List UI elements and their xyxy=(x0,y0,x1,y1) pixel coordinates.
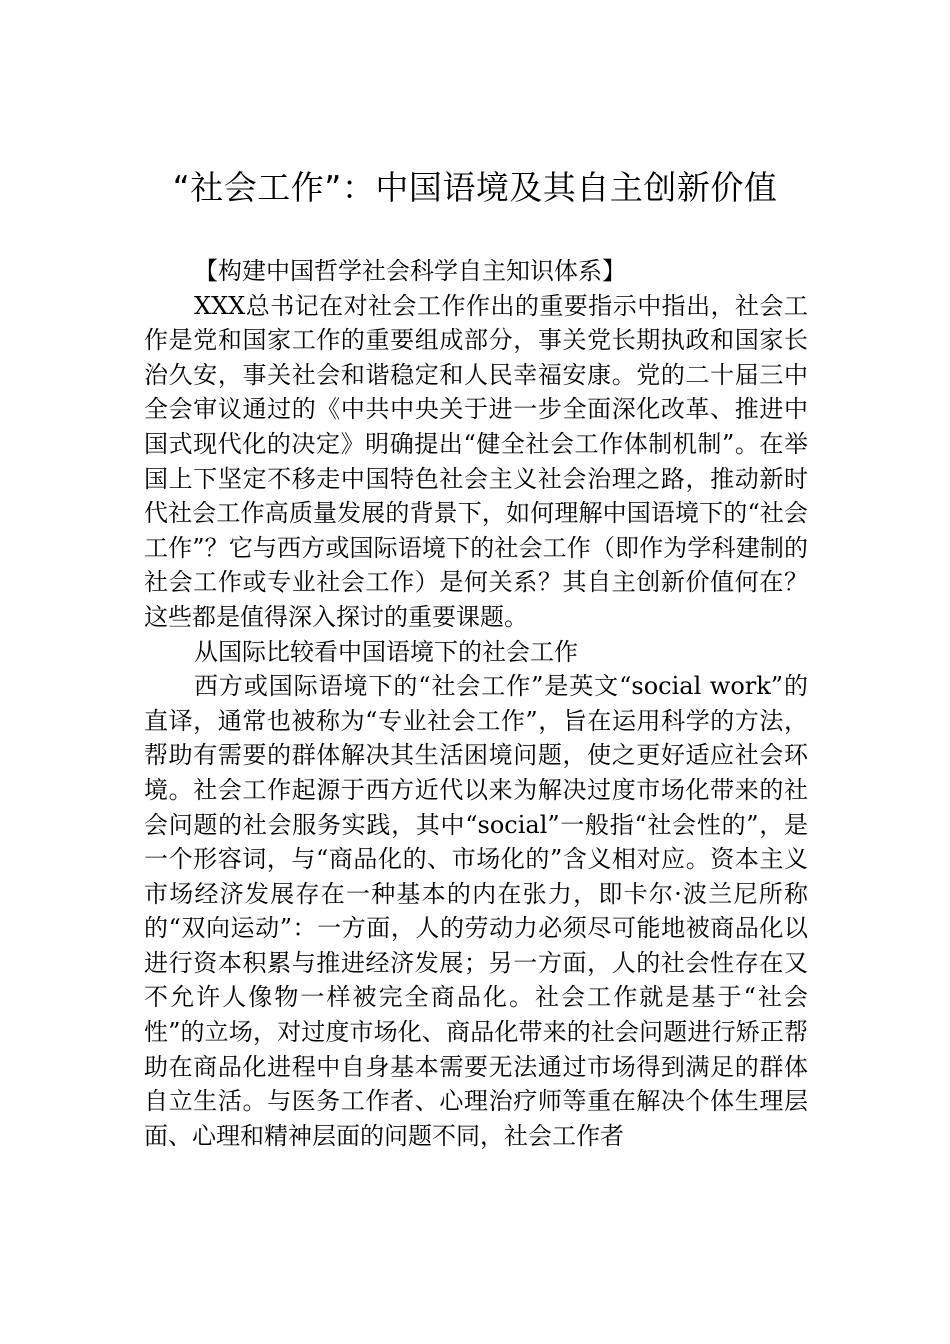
body-paragraph: 西方或国际语境下的“社会工作”是英文“social work”的直译，通常也被称为“专业社会工作”，旨在运用科学的方法，帮助有需要的群体解决其生活困境问题，使之更好适应社会环境。社会工作起源于西方近代以来为解决过度市场化带来的社会问题的社会服务实践，其中“social”一般指“社会性的”，是一个形容词，与“商品化的、市场化的”含义相对应。资本主义市场经济发展存在一种基本的内在张力，即卡尔·波兰尼所称的“双向运动”：一方面，人的劳动力必须尽可能地被商品化以进行资本积累与推进经济发展；另一方面，人的社会性存在又不允许人像物一样被完全商品化。社会工作就是基于“社会性”的立场，对过度市场化、商品化带来的社会问题进行矫正帮助在商品化进程中自身基本需要无法通过市场得到满足的群体自立生活。与医务工作者、心理治疗师等重在解决个体生理层面、心理和精神层面的问题不同，社会工作者 xyxy=(144,672,808,1150)
document-title: “社会工作”：中国语境及其自主创新价值 xyxy=(172,168,778,207)
section-heading: 从国际比较看中国语境下的社会工作 xyxy=(194,637,578,666)
document-body xyxy=(144,254,808,1153)
body-paragraph: XXX总书记在对社会工作作出的重要指示中指出，社会工作是党和国家工作的重要组成部分，事关党长期执政和国家长治久安，事关社会和谐稳定和人民幸福安康。党的二十届三中全会审议通过的《中共中央关于进一步全面深化改革、推进中国式现代化的决定》明确提出“健全社会工作体制机制”。在举国上下坚定不移走中国特色社会主义社会治理之路，推动新时代社会工作高质量发展的背景下，如何理解中国语境下的“社会工作”？它与西方或国际语境下的社会工作（即作为学科建制的社会工作或专业社会工作）是何关系？其自主创新价值何在？这些都是值得深入探讨的重要课题。 xyxy=(144,291,808,631)
section-tag: 【构建中国哲学社会科学自主知识体系】 xyxy=(194,257,626,285)
